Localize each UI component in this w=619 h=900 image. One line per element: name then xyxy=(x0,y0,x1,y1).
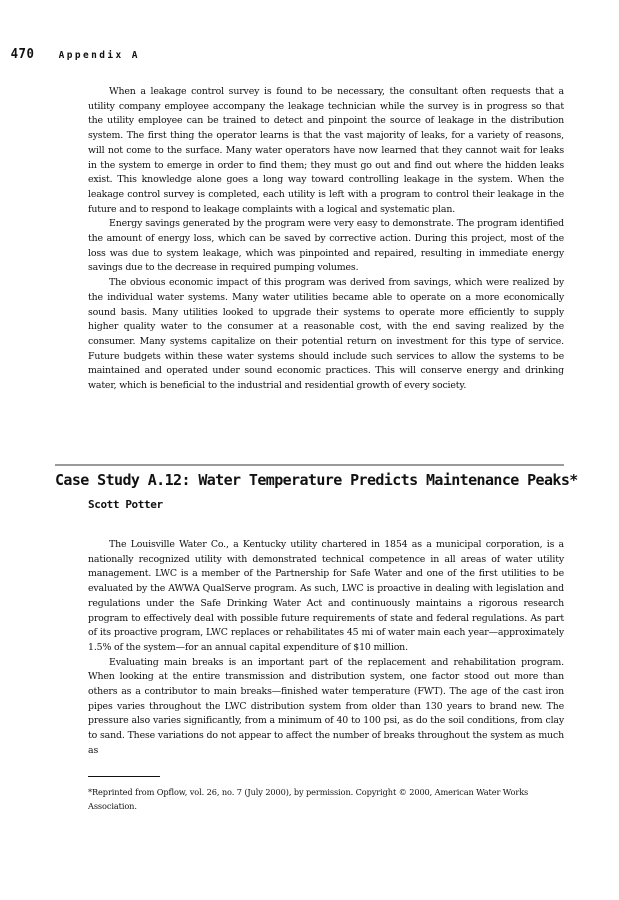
paragraph: The Louisville Water Co., a Kentucky utility chartered in 1854 as a municipal corporation, is a nationally recognized utility with demonstrated technical competence in all areas of water utility management. LWC is a member of the Partnership for Safe Water and one of the first utilities to be evaluated by the AWWA QualServe program. As such, LWC is proactive in dealing with legislation and regulations under the Safe Drinking Water Act and continuously maintains a rigorous research program to effectively deal with possible future requirements of state and federal regulations. As part of its proactive program, LWC replaces or rehabilitates 45 mi of water main each year—approximately 1.5% of the system—for an annual capital expenditure of $10 million. xyxy=(88,539,564,653)
section-divider xyxy=(55,464,564,466)
case-study-author: Scott Potter xyxy=(88,498,163,511)
footnote-divider xyxy=(88,776,160,777)
paragraph: When a leakage control survey is found to be necessary, the consultant often requests that a utility company employee accompany the leakage technician while the survey is in progress so that the utility employee can be trained to detect and pinpoint the source of leakage in the distribution system. The first thing the operator learns is that the vast majority of leaks, for a variety of reasons, will not come to the surface. Many water operators have now learned that they cannot wait for leaks in the system to emerge in order to find them; they must go out and find out where the hidden leaks exist. This knowledge alone goes a long way toward controlling leakage in the system. When the leakage control survey is completed, each utility is left with a program to control their leakage in the future and to respond to leakage complaints with a logical and systematic plan. xyxy=(88,86,564,215)
paragraph: Evaluating main breaks is an important part of the replacement and rehabilitation program. When looking at the entire transmission and distribution system, one factor stood out more than others as a contributor to main breaks—finished water temperature (FWT). The age of the cast iron pipes varies throughout the LWC distribution system from older than 130 years to brand new. The pressure also varies significantly, from a minimum of 40 to 100 psi, as do the soil conditions, from clay to sand. These variations do not appear to affect the number of breaks throughout the system as much as xyxy=(88,656,564,756)
upper-body-text xyxy=(88,85,564,394)
case-study-body-text xyxy=(88,538,564,759)
case-study-heading: Case Study A.12: Water Temperature Predicts Maintenance Peaks* xyxy=(55,471,578,489)
running-head xyxy=(10,43,140,62)
page-number: 470 xyxy=(10,47,35,62)
paragraph: The obvious economic impact of this program was derived from savings, which were realized by the individual water systems. Many water utilities became able to operate on a more economically sound basis. Many utilities looked to upgrade their systems to operate more efficiently to supply higher quality water to the consumer at a reasonable cost, with the end saving realized by the consumer. Many systems capitalize on their potential return on investment for this type of service. Future budgets within these water systems should include such services to allow the systems to be maintained and operated under sound economic practices. This will conserve energy and drinking water, which is beneficial to the industrial and residential growth of every society. xyxy=(88,277,564,392)
running-head-title: Appendix A xyxy=(58,50,140,61)
footnote: *Reprinted from Opflow, vol. 26, no. 7 (July 2000), by permission. Copyright © 2000, American Water Works Association. xyxy=(88,787,529,811)
paragraph: Energy savings generated by the program were very easy to demonstrate. The program identified the amount of energy loss, which can be saved by corrective action. During this project, most of the loss was due to system leakage, which was pinpointed and repaired, resulting in immediate energy savings due to the decrease in required pumping volumes. xyxy=(88,218,564,274)
